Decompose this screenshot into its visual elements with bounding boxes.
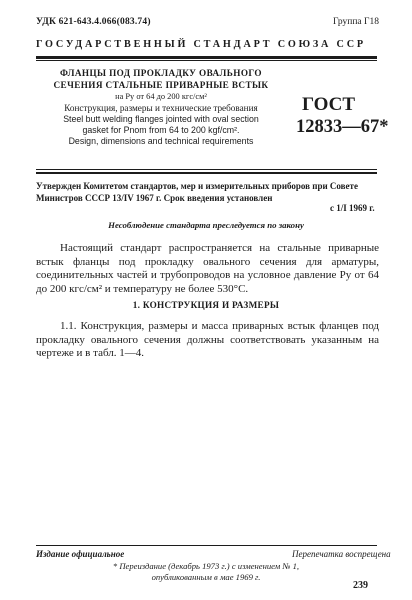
approval-text: Утвержден Комитетом стандартов, мер и измерительных приборов при Совете Министров СССР 13/IV 1967 г. Срок введения установлен (36, 181, 358, 203)
reprint-prohibited-label: Перепечатка воспрещена (292, 549, 391, 559)
noncompliance-note: Несоблюдение стандарта преследуется по закону (108, 220, 304, 230)
title-ru-line-4: Конструкция, размеры и технические требования (64, 102, 258, 113)
title-ru-line-3: на Pу от 64 до 200 кгс/см² (115, 92, 207, 101)
footnote-line-1: * Переиздание (декабрь 1973 г.) с изменением № 1, (112, 561, 300, 571)
title-rule-thick (36, 172, 377, 174)
footnote-line-2: опубликованным в мае 1969 г. (151, 572, 261, 582)
title-rule-thin (36, 169, 377, 170)
udk-code: УДК 621-643.4.066(083.74) (36, 17, 151, 27)
reprint-footnote (0, 561, 412, 583)
effective-date: с 1/I 1969 г. (330, 203, 375, 213)
section-title: 1. КОНСТРУКЦИЯ И РАЗМЕРЫ (132, 300, 280, 310)
official-edition-label: Издание официальное (36, 549, 125, 559)
header-rule-thin (36, 60, 377, 61)
gost-label: ГОСТ (302, 94, 356, 115)
title-en-line-1: Steel butt welding flanges jointed with oval section (63, 114, 259, 124)
header-rule-thick (36, 56, 377, 59)
state-standard-heading: ГОСУДАРСТВЕННЫЙ СТАНДАРТ СОЮЗА ССР (36, 39, 366, 50)
title-ru-line-1: ФЛАНЦЫ ПОД ПРОКЛАДКУ ОВАЛЬНОГО (60, 68, 262, 78)
clause-1-1: 1.1. Конструкция, размеры и масса приварных встык фланцев под прокладку овального сечения должны соответствовать указанным на чертеже и в табл. 1—4. (36, 320, 379, 359)
title-en-line-3: Design, dimensions and technical requirements (68, 136, 254, 146)
title-block (36, 68, 286, 147)
gost-number: 12833—67* (296, 117, 389, 137)
footer-rule (36, 545, 377, 546)
page-number: 239 (353, 580, 368, 591)
intro-paragraph: Настоящий стандарт распространяется на стальные приварные встык фланцы под прокладку овального сечения для арматуры, соединительных частей и трубопроводов на условное давление Pу от 64 до 200 кгс/см² и температуру не более 530°С. (36, 242, 379, 295)
title-ru-line-2: СЕЧЕНИЯ СТАЛЬНЫЕ ПРИВАРНЫЕ ВСТЫК (53, 79, 269, 90)
title-en-line-2: gasket for Pnom from 64 to 200 kgf/cm². (82, 125, 240, 135)
group-code: Группа Г18 (333, 17, 380, 27)
